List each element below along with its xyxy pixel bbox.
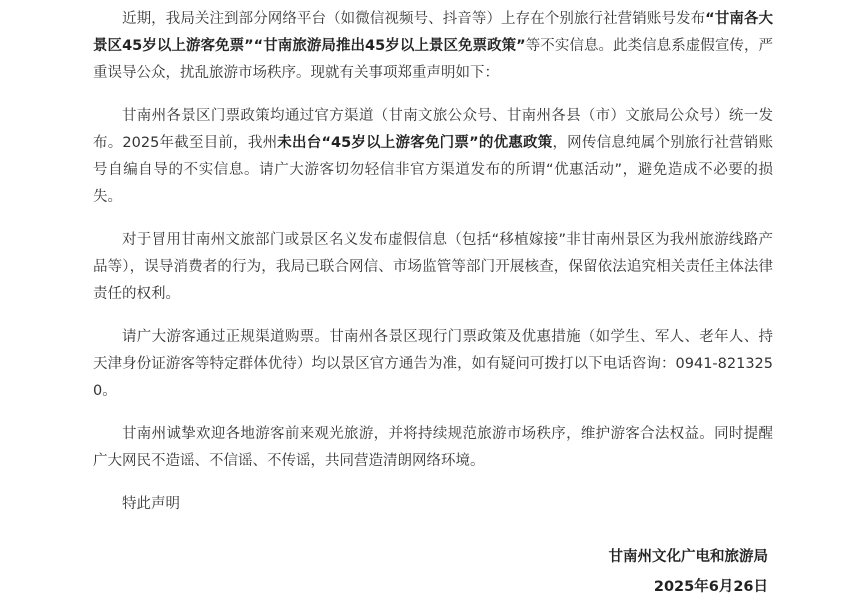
paragraph-4: 请广大游客通过正规渠道购票。甘南州各景区现行门票政策及优惠措施（如学生、军人、老年人、持天津身份证游客等特定群体优待）均以景区官方通告为准，如有疑问可拨打以下电话咨询：0941-8213250。: [93, 329, 773, 399]
paragraph-1-intro: 近期，我局关注到部分网络平台（如微信视频号、抖音等）上存在个别旅行社营销账号发布: [122, 11, 706, 27]
paragraph-1: [93, 6, 773, 87]
paragraph-1-statement: 等不实信息。此类信息系虚假宣传，严重误导公众，扰乱旅游市场秩序。现就有关事项郑重声明如下：: [93, 38, 773, 81]
issue-date: 2025年6月26日: [653, 579, 768, 595]
paragraph-3: 对于冒用甘南州文旅部门或景区名义发布虚假信息（包括“移植嫁接”非甘南州景区为我州旅游线路产品等），误导消费者的行为，我局已联合网信、市场监管等部门开展核查，保留依法追究相关责任主体法律责任的权利。: [93, 232, 773, 302]
paragraph-2-key-fact: 未出台“45岁以上游客免门票”的优惠政策: [277, 135, 553, 151]
paragraph-1-rumor-quote: “甘南各大景区45岁以上游客免票”“甘南旅游局推出45岁以上景区免票政策”: [93, 11, 774, 54]
closing-line: 特此声明: [122, 496, 180, 512]
signature-block: [609, 542, 769, 602]
paragraph-2: [93, 103, 773, 211]
paragraph-5: 甘南州诚挚欢迎各地游客前来观光旅游，并将持续规范旅游市场秩序，维护游客合法权益。同时提醒广大网民不造谣、不信谣、不传谣，共同营造清朗网络环境。: [93, 426, 773, 469]
paragraph-2-rest: ，网传信息纯属个别旅行社营销账号自编自导的不实信息。请广大游客切勿轻信非官方渠道发布的所谓“优惠活动”，避免造成不必要的损失。: [93, 135, 773, 205]
notice-body: [93, 6, 773, 518]
paragraph-2-intro: 甘南州各景区门票政策均通过官方渠道（甘南文旅公众号、甘南州各县（市）文旅局公众号）统一发布。2025年截至目前，我州: [93, 108, 773, 151]
issuer-name: 甘南州文化广电和旅游局: [608, 549, 768, 565]
